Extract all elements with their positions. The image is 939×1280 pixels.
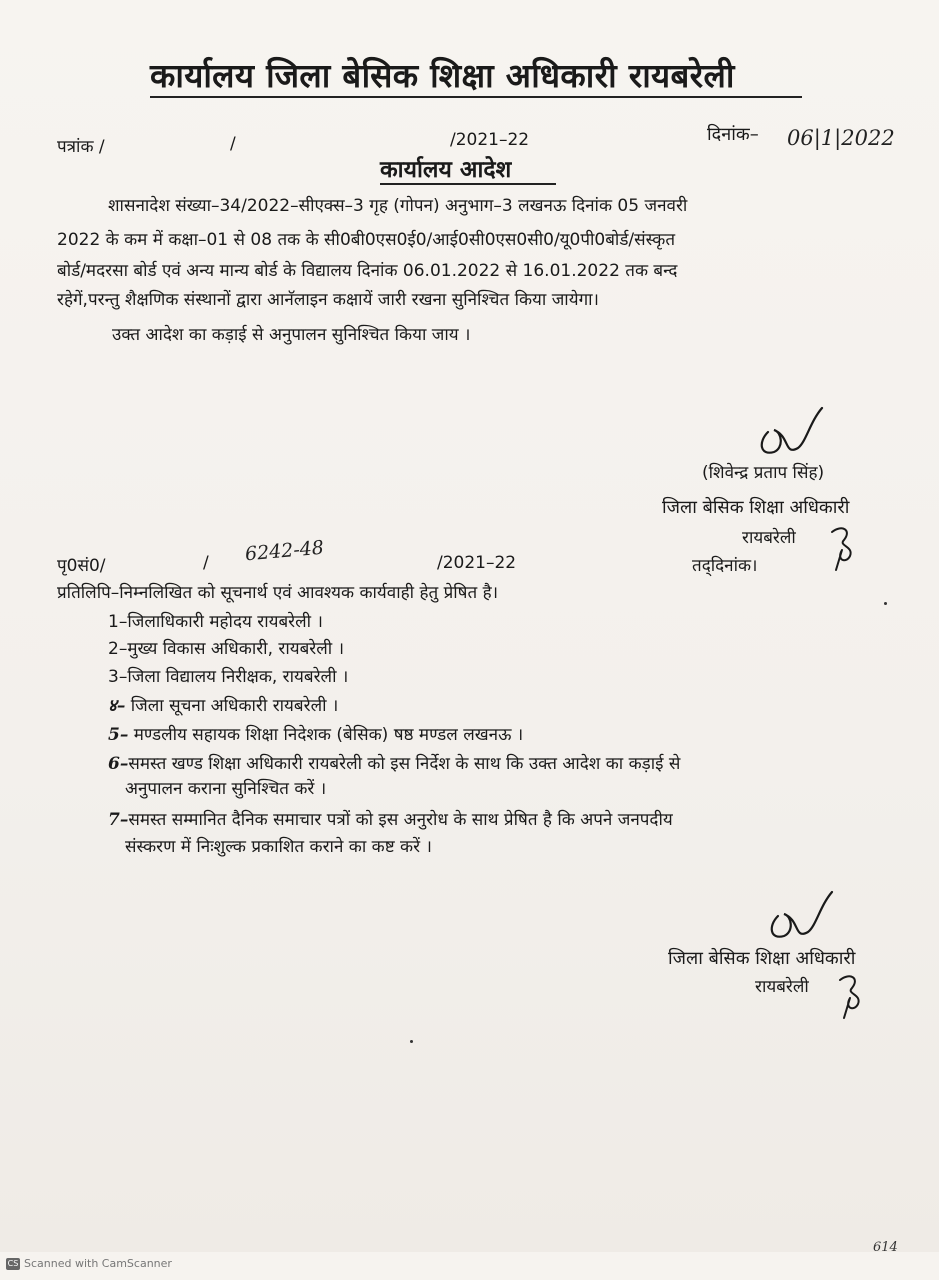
copy-item: 7–समस्त सम्मानित दैनिक समाचार पत्रों को इस अनुरोध के साथ प्रेषित है कि अपने जनपदीय	[108, 810, 673, 830]
order-title-underline	[380, 183, 556, 185]
scanner-watermark: Scanned with CamScanner	[24, 1257, 172, 1270]
initials-mark	[824, 520, 860, 572]
order-body-line: बोर्ड/मदरसा बोर्ड एवं अन्य मान्य बोर्ड के विद्यालय दिनांक 06.01.2022 से 16.01.2022 तक बन्द	[57, 261, 678, 281]
signatory-title: जिला बेसिक शिक्षा अधिकारी	[662, 497, 850, 518]
signatory-title: जिला बेसिक शिक्षा अधिकारी	[668, 948, 856, 969]
endorsement-year: /2021–22	[437, 553, 517, 573]
copy-intro: प्रतिलिपि–निम्नलिखित को सूचनार्थ एवं आवश्यक कार्यवाही हेतु प्रेषित है।	[57, 583, 499, 603]
copy-item: 2–मुख्य विकास अधिकारी, रायबरेली ।	[108, 639, 345, 659]
order-body-line: उक्त आदेश का कड़ाई से अनुपालन सुनिश्चित किया जाय ।	[112, 325, 471, 345]
copy-item-continuation: संस्करण में निःशुल्क प्रकाशित कराने का कष्ट करें ।	[125, 837, 432, 857]
copy-item: ४– जिला सूचना अधिकारी रायबरेली ।	[108, 696, 339, 716]
reference-slash: /	[230, 134, 236, 154]
date-handwritten: 06|1|2022	[787, 126, 895, 150]
signatory-name: (शिवेन्द्र प्रताप सिंह)	[702, 463, 825, 483]
copy-item: 6–समस्त खण्ड शिक्षा अधिकारी रायबरेली को इस निर्देश के साथ कि उक्त आदेश का कड़ाई से	[108, 754, 681, 774]
endorsement-date: तद्‌दिनांक।	[692, 556, 758, 576]
ink-dot	[410, 1040, 413, 1043]
ink-dot	[884, 602, 887, 605]
copy-item: 1–जिलाधिकारी महोदय रायबरेली ।	[108, 612, 323, 632]
copy-item: 5– मण्डलीय सहायक शिक्षा निदेशक (बेसिक) षष्ठ मण्डल लखनऊ ।	[108, 725, 524, 745]
order-body-line: रहेगें,परन्तु शैक्षणिक संस्थानों द्वारा आनॅलाइन कक्षायें जारी रखना सुनिश्चित किया जायेगा।	[57, 290, 599, 310]
copy-item-continuation: अनुपालन कराना सुनिश्चित करें ।	[125, 779, 327, 799]
copy-item: 3–जिला विद्यालय निरीक्षक, रायबरेली ।	[108, 667, 349, 687]
reference-label: पत्रांक /	[57, 137, 105, 157]
endorsement-ref: पृ0सं0/	[57, 556, 106, 576]
signature-mark	[750, 402, 830, 460]
camscanner-logo-icon: CS	[7, 1259, 19, 1268]
signatory-place: रायबरेली	[742, 528, 796, 548]
order-title: कार्यालय आदेश	[380, 157, 512, 183]
order-body-line: शासनादेश संख्या–34/2022–सीएक्स–3 गृह (गोपन) अनुभाग–3 लखनऊ दिनांक 05 जनवरी	[108, 196, 688, 216]
endorsement-number: 6242-48	[244, 536, 325, 566]
office-header: कार्यालय जिला बेसिक शिक्षा अधिकारी रायबरेली	[150, 56, 735, 95]
date-label: दिनांक–	[707, 124, 759, 145]
endorsement-slash: /	[203, 553, 209, 573]
order-body-line: 2022 के कम में कक्षा–01 से 08 तक के सी0बी0एस0ई0/आई0सी0एस0सी0/यू0पी0बोर्ड/संस्कृत	[57, 230, 676, 250]
signature-mark	[760, 888, 840, 944]
signatory-place: रायबरेली	[755, 977, 809, 997]
header-underline	[150, 96, 802, 98]
initials-mark	[832, 968, 868, 1020]
page-number-handwritten: 614	[873, 1240, 898, 1255]
reference-year: /2021–22	[450, 130, 530, 150]
